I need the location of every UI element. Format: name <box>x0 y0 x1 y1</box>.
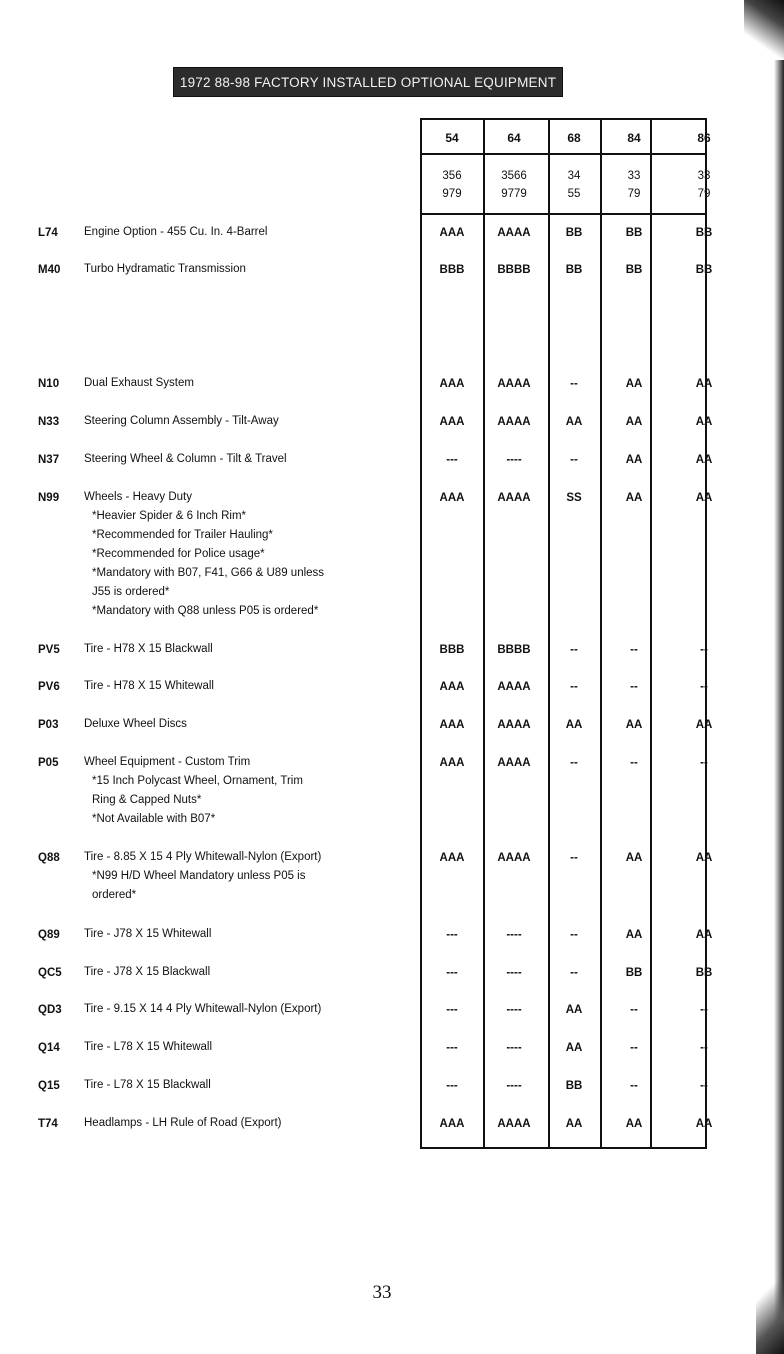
availability-code: -- <box>630 681 638 693</box>
description-line: Engine Option - 455 Cu. In. 4-Barrel <box>84 226 268 238</box>
description-note: *Mandatory with B07, F41, G66 & U89 unless <box>92 567 325 579</box>
header-divider <box>422 213 705 215</box>
option-description <box>84 374 414 393</box>
description-line: Deluxe Wheel Discs <box>84 718 187 730</box>
description-line: Wheel Equipment - Custom Trim <box>84 756 251 768</box>
description-note: J55 is ordered* <box>92 586 170 598</box>
column-header: 54 <box>445 131 459 145</box>
option-description <box>84 488 414 621</box>
column-header: 84 <box>627 131 641 145</box>
availability-code: -- <box>700 1080 708 1092</box>
description-note: ordered* <box>92 889 137 901</box>
availability-code: -- <box>570 378 578 390</box>
availability-code: BB <box>695 967 713 979</box>
option-description <box>84 450 414 469</box>
availability-code: AA <box>695 852 713 864</box>
availability-code: ---- <box>506 1042 522 1054</box>
option-code: N33 <box>38 416 60 428</box>
availability-code: AAA <box>439 719 465 731</box>
availability-code: -- <box>630 644 638 656</box>
availability-code: BB <box>625 227 643 239</box>
availability-code: AA <box>695 416 713 428</box>
option-code: Q89 <box>38 929 60 941</box>
description-line: Turbo Hydramatic Transmission <box>84 263 246 275</box>
availability-code: AA <box>565 1042 583 1054</box>
column-divider <box>600 120 602 1147</box>
availability-code: -- <box>570 681 578 693</box>
description-line: Headlamps - LH Rule of Road (Export) <box>84 1117 282 1129</box>
description-line: Tire - J78 X 15 Whitewall <box>84 928 212 940</box>
availability-code: AAAA <box>497 378 531 390</box>
option-description <box>84 753 414 829</box>
option-description <box>84 260 414 279</box>
availability-code: AA <box>625 416 643 428</box>
availability-code: AAAA <box>497 719 531 731</box>
availability-code: --- <box>446 1004 458 1016</box>
availability-code: BB <box>565 264 583 276</box>
option-description <box>84 1000 414 1019</box>
availability-code: --- <box>446 1080 458 1092</box>
availability-code: AA <box>695 1118 713 1130</box>
availability-code: AA <box>625 378 643 390</box>
availability-code: BB <box>695 264 713 276</box>
description-line: Tire - L78 X 15 Whitewall <box>84 1041 213 1053</box>
availability-code: -- <box>570 757 578 769</box>
availability-code: -- <box>570 929 578 941</box>
model-code: 34 <box>567 170 581 182</box>
availability-code: -- <box>570 644 578 656</box>
availability-code: BBB <box>439 644 465 656</box>
model-code: 33 <box>627 170 641 182</box>
option-code: QC5 <box>38 967 62 979</box>
availability-code: --- <box>446 929 458 941</box>
description-line: Tire - H78 X 15 Whitewall <box>84 680 214 692</box>
availability-code: ---- <box>506 454 522 466</box>
availability-code: --- <box>446 967 458 979</box>
availability-code: AA <box>695 929 713 941</box>
description-note: *N99 H/D Wheel Mandatory unless P05 is <box>92 870 306 882</box>
availability-code: AAA <box>439 757 465 769</box>
model-code: 33 <box>697 170 711 182</box>
column-divider <box>483 120 485 1147</box>
description-line: Wheels - Heavy Duty <box>84 491 193 503</box>
option-code: Q14 <box>38 1042 60 1054</box>
availability-code: AA <box>695 378 713 390</box>
model-code: 79 <box>697 188 711 200</box>
availability-code: AAAA <box>497 1118 531 1130</box>
description-note: *Mandatory with Q88 unless P05 is ordered* <box>92 605 319 617</box>
option-description <box>84 715 414 734</box>
option-code: N10 <box>38 378 60 390</box>
description-line: Tire - 9.15 X 14 4 Ply Whitewall-Nylon (Export) <box>84 1003 322 1015</box>
availability-code: -- <box>700 644 708 656</box>
header-divider <box>422 153 705 155</box>
page-edge-shadow <box>774 60 784 1354</box>
availability-code: AAA <box>439 1118 465 1130</box>
availability-code: AA <box>565 1118 583 1130</box>
availability-code: -- <box>700 1042 708 1054</box>
availability-code: AAAA <box>497 227 531 239</box>
model-code: 356 <box>442 170 462 182</box>
availability-code: AAA <box>439 227 465 239</box>
option-description <box>84 925 414 944</box>
option-code: N99 <box>38 492 60 504</box>
page-title: 1972 88-98 FACTORY INSTALLED OPTIONAL EQUIPMENT <box>173 67 563 97</box>
page-curl-shadow <box>756 1274 784 1354</box>
availability-code: -- <box>570 454 578 466</box>
description-note: *Heavier Spider & 6 Inch Rim* <box>92 510 247 522</box>
description-note: *Recommended for Police usage* <box>92 548 265 560</box>
availability-code: AAA <box>439 492 465 504</box>
option-description <box>84 848 414 905</box>
option-description <box>84 1076 414 1095</box>
availability-code: AA <box>695 454 713 466</box>
option-code: PV5 <box>38 644 60 656</box>
availability-code: -- <box>630 1042 638 1054</box>
availability-code: -- <box>700 681 708 693</box>
availability-code: -- <box>630 1004 638 1016</box>
option-description <box>84 677 414 696</box>
model-code: 79 <box>627 188 641 200</box>
availability-code: -- <box>570 967 578 979</box>
availability-code: AAAA <box>497 757 531 769</box>
model-code: 979 <box>442 188 462 200</box>
availability-code: AAA <box>439 378 465 390</box>
description-line: Dual Exhaust System <box>84 377 194 389</box>
option-description <box>84 963 414 982</box>
availability-code: AAAA <box>497 492 531 504</box>
option-code: P03 <box>38 719 59 731</box>
description-line: Steering Column Assembly - Tilt-Away <box>84 415 279 427</box>
option-code: QD3 <box>38 1004 62 1016</box>
option-code: Q88 <box>38 852 60 864</box>
availability-code: AA <box>695 492 713 504</box>
option-description <box>84 412 414 431</box>
description-line: Tire - L78 X 15 Blackwall <box>84 1079 211 1091</box>
option-description <box>84 640 414 659</box>
model-code: 3566 <box>501 170 527 182</box>
availability-code: ---- <box>506 1080 522 1092</box>
availability-code: -- <box>630 757 638 769</box>
availability-code: -- <box>700 757 708 769</box>
page-curl-shadow <box>744 0 784 60</box>
description-note: *Recommended for Trailer Hauling* <box>92 529 273 541</box>
column-header: 68 <box>567 131 581 145</box>
availability-code: AA <box>625 719 643 731</box>
availability-code: SS <box>566 492 582 504</box>
option-code: M40 <box>38 264 61 276</box>
availability-code: ---- <box>506 967 522 979</box>
availability-code: AA <box>565 719 583 731</box>
availability-code: AA <box>625 454 643 466</box>
availability-code: BBBB <box>497 644 531 656</box>
description-line: Steering Wheel & Column - Tilt & Travel <box>84 453 287 465</box>
availability-code: AA <box>625 1118 643 1130</box>
description-line: Tire - H78 X 15 Blackwall <box>84 643 213 655</box>
availability-code: AA <box>625 929 643 941</box>
availability-code: ---- <box>506 1004 522 1016</box>
availability-code: AA <box>695 719 713 731</box>
availability-code: BB <box>625 264 643 276</box>
availability-code: BB <box>565 227 583 239</box>
availability-code: AA <box>625 852 643 864</box>
option-description <box>84 223 414 242</box>
model-code: 9779 <box>501 188 527 200</box>
availability-code: BBBB <box>497 264 531 276</box>
option-code: PV6 <box>38 681 60 693</box>
description-note: Ring & Capped Nuts* <box>92 794 202 806</box>
availability-code: -- <box>570 852 578 864</box>
description-line: Tire - 8.85 X 15 4 Ply Whitewall-Nylon (Export) <box>84 851 322 863</box>
availability-code: AA <box>625 492 643 504</box>
availability-code: AAAA <box>497 852 531 864</box>
availability-code: AAA <box>439 852 465 864</box>
availability-code: --- <box>446 454 458 466</box>
option-code: L74 <box>38 227 58 239</box>
description-note: *Not Available with B07* <box>92 813 216 825</box>
availability-code: -- <box>630 1080 638 1092</box>
availability-code: ---- <box>506 929 522 941</box>
availability-code: -- <box>700 1004 708 1016</box>
availability-code: BB <box>625 967 643 979</box>
availability-code: AA <box>565 416 583 428</box>
availability-code: AA <box>565 1004 583 1016</box>
description-note: *15 Inch Polycast Wheel, Ornament, Trim <box>92 775 303 787</box>
availability-code: --- <box>446 1042 458 1054</box>
availability-code: BB <box>565 1080 583 1092</box>
availability-code: AAA <box>439 681 465 693</box>
description-line: Tire - J78 X 15 Blackwall <box>84 966 211 978</box>
option-code: T74 <box>38 1118 58 1130</box>
option-description <box>84 1114 414 1133</box>
page-number: 33 <box>372 1282 392 1303</box>
availability-code: AAA <box>439 416 465 428</box>
column-header: 86 <box>697 131 711 145</box>
option-code: Q15 <box>38 1080 60 1092</box>
availability-code: BB <box>695 227 713 239</box>
option-code: P05 <box>38 757 59 769</box>
availability-code: AAAA <box>497 416 531 428</box>
model-code: 55 <box>567 188 581 200</box>
option-code: N37 <box>38 454 60 466</box>
availability-code: BBB <box>439 264 465 276</box>
option-description <box>84 1038 414 1057</box>
column-header: 64 <box>507 131 521 145</box>
availability-code: AAAA <box>497 681 531 693</box>
